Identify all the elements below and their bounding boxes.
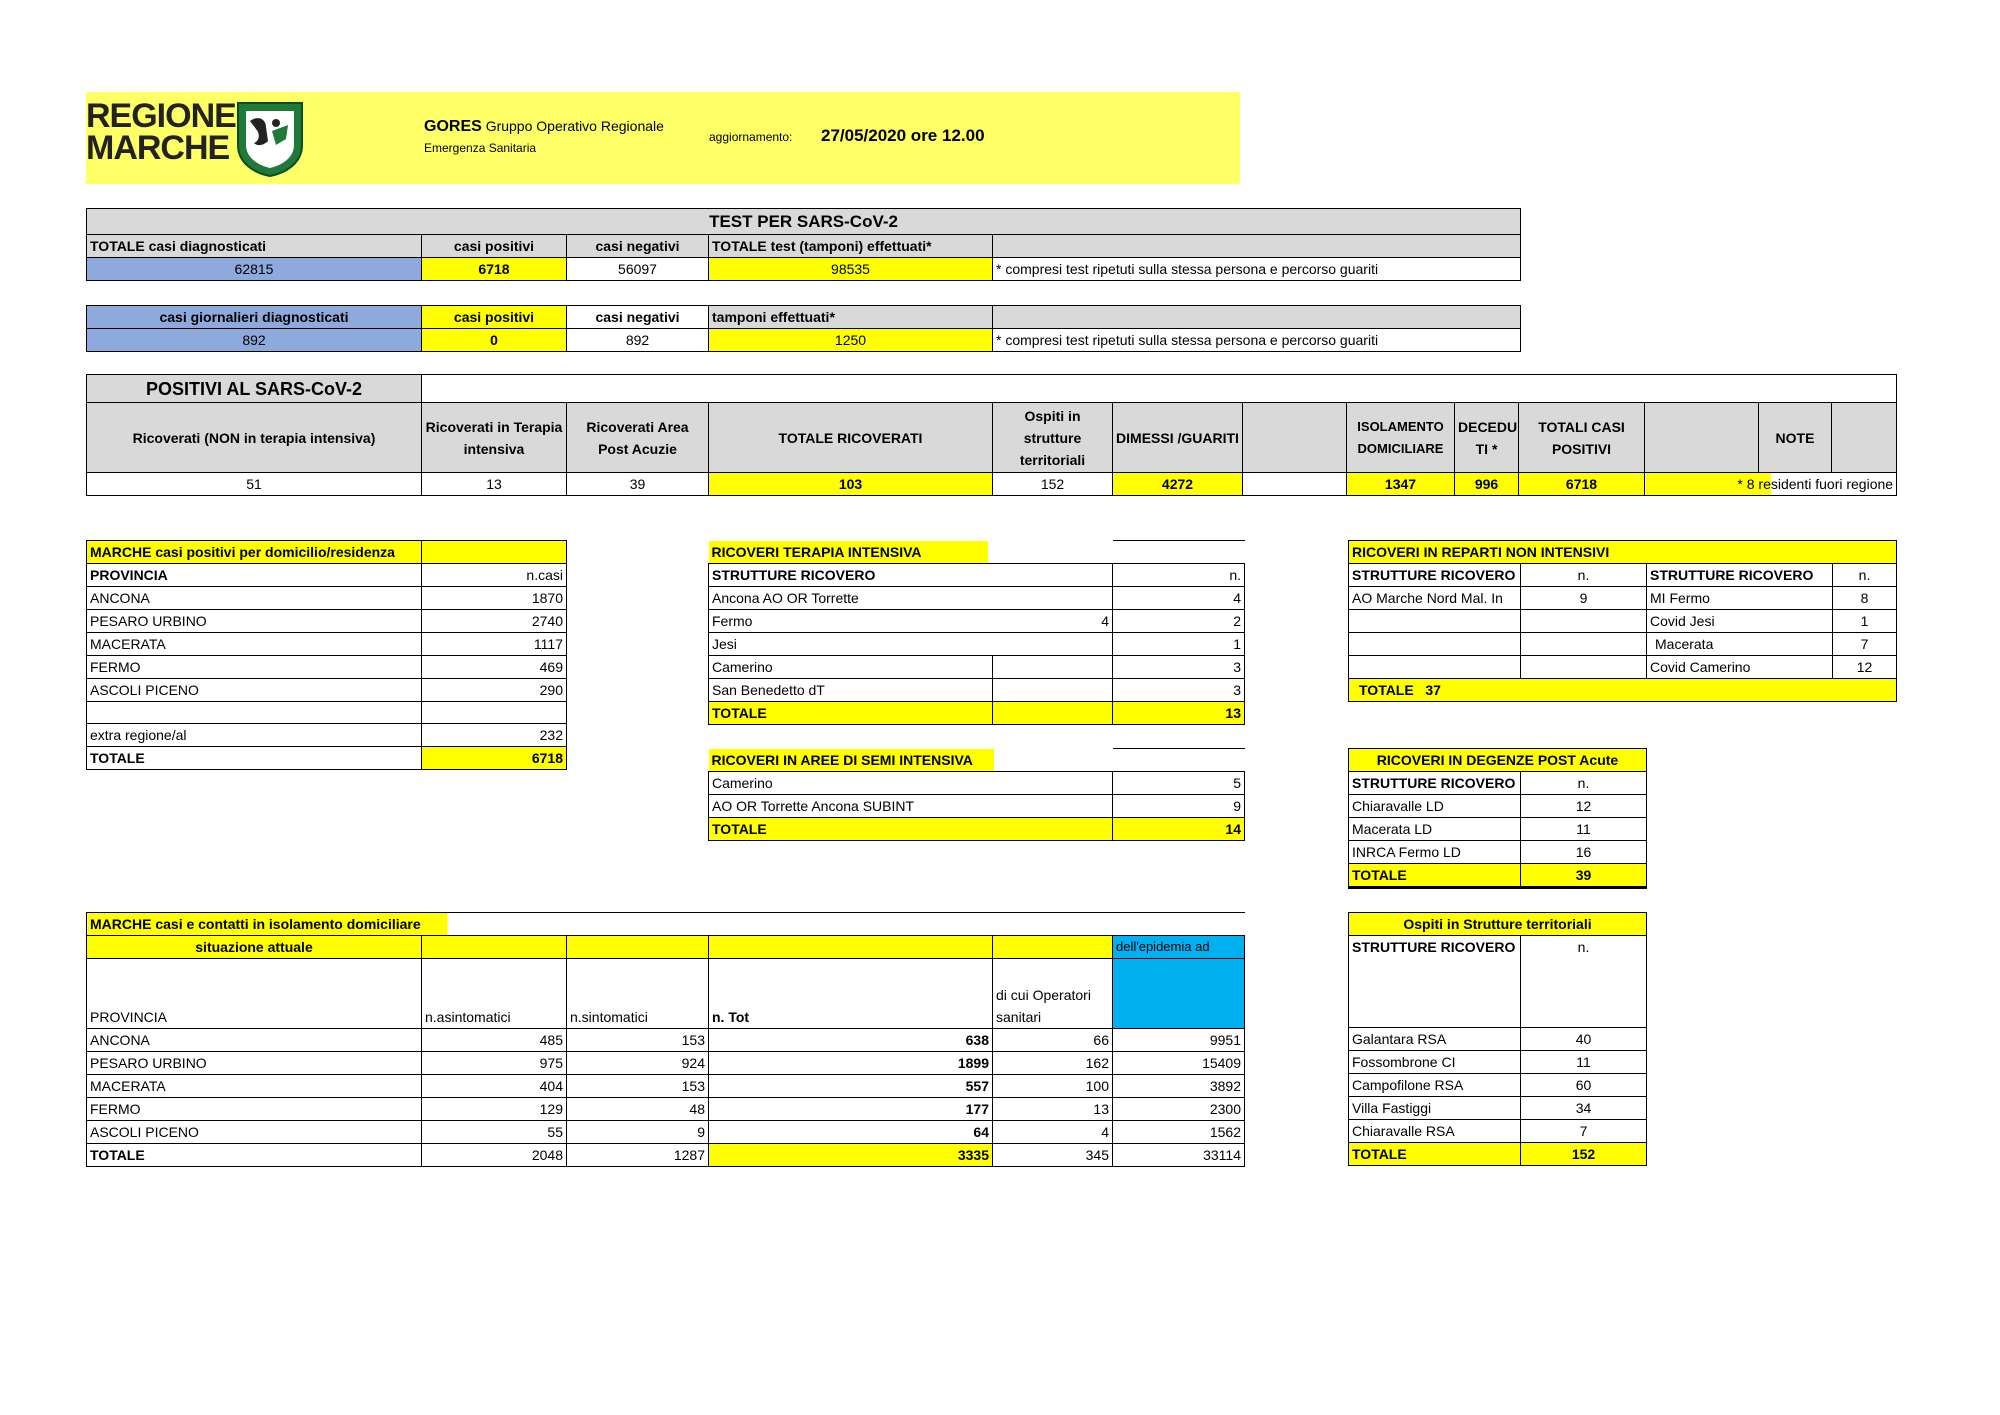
isol-total-t: 3335 <box>709 1144 993 1167</box>
nonint-bn: 7 <box>1833 633 1897 656</box>
positivi-h8: DECEDU TI * <box>1455 403 1519 473</box>
ospiti-name: Campofilone RSA <box>1349 1074 1521 1097</box>
ti-name <box>709 609 1113 632</box>
table-row <box>709 817 1245 840</box>
ospiti-table <box>1348 912 1647 1166</box>
daily-h-pos: casi positivi <box>422 306 567 329</box>
nonint-bn: 12 <box>1833 656 1897 679</box>
table-row <box>1349 864 1647 888</box>
test-note: * compresi test ripetuti sulla stessa persona e percorso guariti <box>993 258 1521 281</box>
daily-table <box>86 305 1521 352</box>
semi-total-n: 14 <box>1113 817 1245 840</box>
positivi-v6: 4272 <box>1113 473 1243 496</box>
table-row <box>709 655 1245 678</box>
ospiti-n: 60 <box>1521 1074 1647 1097</box>
isol-total: TOTALE <box>87 1144 422 1167</box>
postacute-name: Macerata LD <box>1349 818 1521 841</box>
isol-e: 3892 <box>1113 1075 1245 1098</box>
province-total-n: 6718 <box>422 747 567 770</box>
isol-o: 66 <box>993 1029 1113 1052</box>
table-row <box>87 656 567 679</box>
isol-name: ANCONA <box>87 1029 422 1052</box>
table-row <box>87 1098 1245 1121</box>
province-name: FERMO <box>87 656 422 679</box>
positivi-v8: 996 <box>1455 473 1519 496</box>
test-h-blank <box>993 235 1521 258</box>
nonint-a <box>1349 656 1521 679</box>
positivi-v5: 152 <box>993 473 1113 496</box>
ti-table <box>708 540 1245 725</box>
positivi-h3: Ricoverati Area Post Acuzie <box>567 403 709 473</box>
test-h-pos: casi positivi <box>422 235 567 258</box>
ospiti-h-n: n. <box>1521 936 1647 1028</box>
isol-e: 15409 <box>1113 1052 1245 1075</box>
table-row <box>1349 656 1897 679</box>
positivi-h2: Ricoverati in Terapia intensiva <box>422 403 567 473</box>
isol-t: 638 <box>709 1029 993 1052</box>
ospiti-h-str: STRUTTURE RICOVERO <box>1349 936 1521 1028</box>
positivi-h1: Ricoverati (NON in terapia intensiva) <box>87 403 422 473</box>
isol-name: MACERATA <box>87 1075 422 1098</box>
table-row <box>709 632 1245 655</box>
province-h-prov: PROVINCIA <box>87 564 422 587</box>
ti-total-n: 13 <box>1113 701 1245 724</box>
nonint-h-str1: STRUTTURE RICOVERO <box>1349 564 1521 587</box>
gores-title <box>424 118 664 136</box>
test-h-total: TOTALE casi diagnosticati <box>87 235 422 258</box>
isol-s: 924 <box>567 1052 709 1075</box>
table-row <box>87 724 567 747</box>
postacute-title: RICOVERI IN DEGENZE POST Acute <box>1349 749 1647 772</box>
ti-title: RICOVERI TERAPIA INTENSIVA <box>709 541 988 563</box>
table-row <box>1349 587 1897 610</box>
isol-o: 100 <box>993 1075 1113 1098</box>
province-h-n: n.casi <box>422 564 567 587</box>
table-row <box>1349 633 1897 656</box>
semi-name: AO OR Torrette Ancona SUBINT <box>709 794 1113 817</box>
test-title: TEST PER SARS-CoV-2 <box>87 209 1521 235</box>
isol-h-prov: PROVINCIA <box>87 959 422 1029</box>
isol-e: 9951 <box>1113 1029 1245 1052</box>
table-row <box>87 747 567 770</box>
regione-marche-logo <box>86 97 236 167</box>
isol-s: 48 <box>567 1098 709 1121</box>
nonint-a: AO Marche Nord Mal. In <box>1349 587 1521 610</box>
nonint-h-str2: STRUTTURE RICOVERO <box>1647 564 1833 587</box>
daily-note: * compresi test ripetuti sulla stessa persona e percorso guariti <box>993 329 1521 352</box>
province-n: 2740 <box>422 610 567 633</box>
isol-e: 2300 <box>1113 1098 1245 1121</box>
semi-title: RICOVERI IN AREE DI SEMI INTENSIVA <box>709 749 994 771</box>
positivi-h-blank2 <box>1645 403 1759 473</box>
daily-v-total: 892 <box>87 329 422 352</box>
ospiti-n: 34 <box>1521 1097 1647 1120</box>
positivi-v2: 13 <box>422 473 567 496</box>
table-row <box>709 794 1245 817</box>
isol-h-asint: n.asintomatici <box>422 959 567 1029</box>
ti-h-n: n. <box>1113 563 1245 586</box>
province-name: ANCONA <box>87 587 422 610</box>
ti-name: Jesi <box>709 632 1113 655</box>
province-extra-n: 232 <box>422 724 567 747</box>
postacute-name: Chiaravalle LD <box>1349 795 1521 818</box>
positivi-h7: ISOLAMENTO DOMICILIARE <box>1347 403 1455 473</box>
table-row <box>1349 818 1647 841</box>
logo-line2: MARCHE <box>86 129 230 167</box>
positivi-v-blank1 <box>1243 473 1347 496</box>
ospiti-title: Ospiti in Strutture territoriali <box>1349 913 1647 936</box>
test-v-tamp: 98535 <box>709 258 993 281</box>
isol-title: MARCHE casi e contatti in isolamento domiciliare <box>87 913 1245 936</box>
postacute-table <box>1348 748 1647 889</box>
table-row <box>709 701 1245 724</box>
semi-total: TOTALE <box>709 817 1113 840</box>
table-row <box>1349 1097 1647 1120</box>
province-title: MARCHE casi positivi per domicilio/residenza <box>87 541 422 564</box>
postacute-n: 12 <box>1521 795 1647 818</box>
daily-v-pos: 0 <box>422 329 567 352</box>
nonint-b: Covid Jesi <box>1647 610 1833 633</box>
table-row <box>87 679 567 702</box>
nonint-a <box>1349 610 1521 633</box>
isol-y1 <box>422 936 567 959</box>
isol-o: 162 <box>993 1052 1113 1075</box>
province-table <box>86 540 567 770</box>
ti-title-cell <box>709 541 1113 564</box>
ospiti-name: Chiaravalle RSA <box>1349 1120 1521 1143</box>
isol-name: ASCOLI PICENO <box>87 1121 422 1144</box>
positivi-h6: DIMESSI /GUARITI <box>1113 403 1243 473</box>
ti-n: 3 <box>1113 678 1245 701</box>
table-row <box>1349 1051 1647 1074</box>
positivi-h9: TOTALI CASI POSITIVI <box>1519 403 1645 473</box>
nonint-b: MI Fermo <box>1647 587 1833 610</box>
isol-a: 485 <box>422 1029 567 1052</box>
ti-total: TOTALE <box>709 701 993 724</box>
semi-name: Camerino <box>709 771 1113 794</box>
positivi-h10: NOTE <box>1759 403 1832 473</box>
province-name: ASCOLI PICENO <box>87 679 422 702</box>
table-row <box>709 678 1245 701</box>
ospiti-n: 40 <box>1521 1028 1647 1051</box>
table-row <box>87 587 567 610</box>
ospiti-total-n: 152 <box>1521 1143 1647 1166</box>
table-row <box>1349 1074 1647 1097</box>
isol-name: FERMO <box>87 1098 422 1121</box>
table-row <box>87 633 567 656</box>
isol-a: 975 <box>422 1052 567 1075</box>
test-v-pos: 6718 <box>422 258 567 281</box>
positivi-table <box>86 374 1897 496</box>
nonint-bn: 1 <box>1833 610 1897 633</box>
postacute-h-str: STRUTTURE RICOVERO <box>1349 772 1521 795</box>
test-v-total: 62815 <box>87 258 422 281</box>
nonint-an <box>1521 633 1647 656</box>
ti-mid-empty <box>993 655 1113 678</box>
nonint-h-n1: n. <box>1521 564 1647 587</box>
nonint-an: 9 <box>1521 587 1647 610</box>
ti-mid: 4 <box>1101 612 1109 629</box>
daily-v-neg: 892 <box>567 329 709 352</box>
table-row <box>1349 1028 1647 1051</box>
table-row <box>1349 610 1897 633</box>
isol-h-tot: n. Tot <box>709 959 993 1029</box>
province-title-blank <box>422 541 567 564</box>
ospiti-name: Fossombrone CI <box>1349 1051 1521 1074</box>
isol-h-oper: di cui Operatori sanitari <box>993 959 1113 1029</box>
province-n: 1870 <box>422 587 567 610</box>
postacute-total-n: 39 <box>1521 864 1647 888</box>
nonint-table <box>1348 540 1897 702</box>
positivi-v3: 39 <box>567 473 709 496</box>
positivi-note: * 8 residenti fuori regione <box>1645 473 1897 496</box>
isol-sit: situazione attuale <box>87 936 422 959</box>
positivi-h-blank3 <box>1832 403 1897 473</box>
isol-name: PESARO URBINO <box>87 1052 422 1075</box>
daily-h-tamp: tamponi effettuati* <box>709 306 993 329</box>
semi-title-cell <box>709 749 1113 772</box>
province-name: PESARO URBINO <box>87 610 422 633</box>
gores-bold: GORES <box>424 118 482 135</box>
positivi-v9: 6718 <box>1519 473 1645 496</box>
table-row <box>87 1144 1245 1167</box>
isol-o: 4 <box>993 1121 1113 1144</box>
province-empty-n <box>422 702 567 724</box>
table-row <box>709 771 1245 794</box>
table-row <box>87 1121 1245 1144</box>
ti-h-str: STRUTTURE RICOVERO <box>709 563 1113 586</box>
marche-shield-icon <box>236 101 304 177</box>
table-row <box>1349 1120 1647 1143</box>
positivi-v4: 103 <box>709 473 993 496</box>
isol-a: 55 <box>422 1121 567 1144</box>
positivi-title: POSITIVI AL SARS-CoV-2 <box>87 375 422 403</box>
province-n: 1117 <box>422 633 567 656</box>
positivi-title-blank <box>422 375 1897 403</box>
positivi-h4: TOTALE RICOVERATI <box>709 403 993 473</box>
isol-y3 <box>709 936 993 959</box>
table-row <box>87 1029 1245 1052</box>
province-name: MACERATA <box>87 633 422 656</box>
ti-n: 3 <box>1113 655 1245 678</box>
positivi-h5: Ospiti in strutture territoriali <box>993 403 1113 473</box>
logo-line1: REGIONE <box>86 97 236 135</box>
isol-y4 <box>993 936 1113 959</box>
semi-table <box>708 748 1245 841</box>
isol-total-e: 33114 <box>1113 1144 1245 1167</box>
province-extra: extra regione/al <box>87 724 422 747</box>
postacute-name: INRCA Fermo LD <box>1349 841 1521 864</box>
gores-line1: Gruppo Operativo Regionale <box>485 118 664 134</box>
semi-title-blank <box>1113 749 1245 772</box>
ti-mid-empty <box>993 678 1113 701</box>
postacute-n: 16 <box>1521 841 1647 864</box>
test-table <box>86 208 1521 281</box>
table-row <box>1349 679 1897 702</box>
table-row <box>1349 795 1647 818</box>
isol-s: 9 <box>567 1121 709 1144</box>
ti-n: 4 <box>1113 586 1245 609</box>
nonint-an <box>1521 610 1647 633</box>
nonint-b: Covid Camerino <box>1647 656 1833 679</box>
table-row <box>709 586 1245 609</box>
ti-title-blank <box>1113 541 1245 564</box>
postacute-total: TOTALE <box>1349 864 1521 888</box>
province-n: 290 <box>422 679 567 702</box>
province-n: 469 <box>422 656 567 679</box>
table-row <box>87 1075 1245 1098</box>
test-h-tamp: TOTALE test (tamponi) effettuati* <box>709 235 993 258</box>
semi-n: 5 <box>1113 771 1245 794</box>
daily-h-neg: casi negativi <box>567 306 709 329</box>
table-row <box>1349 841 1647 864</box>
table-row <box>87 702 567 724</box>
positivi-v1: 51 <box>87 473 422 496</box>
positivi-v7: 1347 <box>1347 473 1455 496</box>
update-label: aggiornamento: <box>709 130 793 144</box>
isol-epi: dell'epidemia ad <box>1113 936 1245 959</box>
province-empty <box>87 702 422 724</box>
nonint-an <box>1521 656 1647 679</box>
postacute-h-n: n. <box>1521 772 1647 795</box>
isol-s: 153 <box>567 1029 709 1052</box>
gores-line2: Emergenza Sanitaria <box>424 141 537 155</box>
table-row <box>87 1052 1245 1075</box>
isol-table <box>86 912 1245 1167</box>
isol-total-s: 1287 <box>567 1144 709 1167</box>
table-row <box>709 609 1245 632</box>
nonint-bn: 8 <box>1833 587 1897 610</box>
isol-e: 1562 <box>1113 1121 1245 1144</box>
test-v-neg: 56097 <box>567 258 709 281</box>
ti-name-text: Fermo <box>712 612 753 629</box>
ti-name: Camerino <box>709 655 993 678</box>
isol-a: 404 <box>422 1075 567 1098</box>
nonint-h-n2: n. <box>1833 564 1897 587</box>
isol-total-a: 2048 <box>422 1144 567 1167</box>
isol-y2 <box>567 936 709 959</box>
ospiti-total: TOTALE <box>1349 1143 1521 1166</box>
nonint-b: Macerata <box>1647 633 1833 656</box>
ti-n: 1 <box>1113 632 1245 655</box>
ospiti-n: 11 <box>1521 1051 1647 1074</box>
test-h-neg: casi negativi <box>567 235 709 258</box>
ospiti-name: Villa Fastiggi <box>1349 1097 1521 1120</box>
daily-v-tamp: 1250 <box>709 329 993 352</box>
nonint-title: RICOVERI IN REPARTI NON INTENSIVI <box>1349 541 1897 564</box>
table-row <box>87 610 567 633</box>
isol-t: 1899 <box>709 1052 993 1075</box>
ti-name: San Benedetto dT <box>709 678 993 701</box>
update-value: 27/05/2020 ore 12.00 <box>821 126 985 145</box>
ti-name: Ancona AO OR Torrette <box>709 586 1113 609</box>
nonint-a <box>1349 633 1521 656</box>
nonint-total: TOTALE 37 <box>1349 679 1897 702</box>
daily-h-total: casi giornalieri diagnosticati <box>87 306 422 329</box>
semi-n: 9 <box>1113 794 1245 817</box>
positivi-h-blank1 <box>1243 403 1347 473</box>
ospiti-name: Galantara RSA <box>1349 1028 1521 1051</box>
isol-h-sint: n.sintomatici <box>567 959 709 1029</box>
isol-t: 64 <box>709 1121 993 1144</box>
postacute-n: 11 <box>1521 818 1647 841</box>
isol-o: 13 <box>993 1098 1113 1121</box>
isol-a: 129 <box>422 1098 567 1121</box>
isol-s: 153 <box>567 1075 709 1098</box>
table-row <box>1349 1143 1647 1166</box>
ti-total-blank <box>993 701 1113 724</box>
ospiti-n: 7 <box>1521 1120 1647 1143</box>
daily-h-blank <box>993 306 1521 329</box>
ti-n: 2 <box>1113 609 1245 632</box>
isol-total-o: 345 <box>993 1144 1113 1167</box>
isol-h-epi-blank <box>1113 959 1245 1029</box>
isol-t: 177 <box>709 1098 993 1121</box>
province-total: TOTALE <box>87 747 422 770</box>
isol-t: 557 <box>709 1075 993 1098</box>
